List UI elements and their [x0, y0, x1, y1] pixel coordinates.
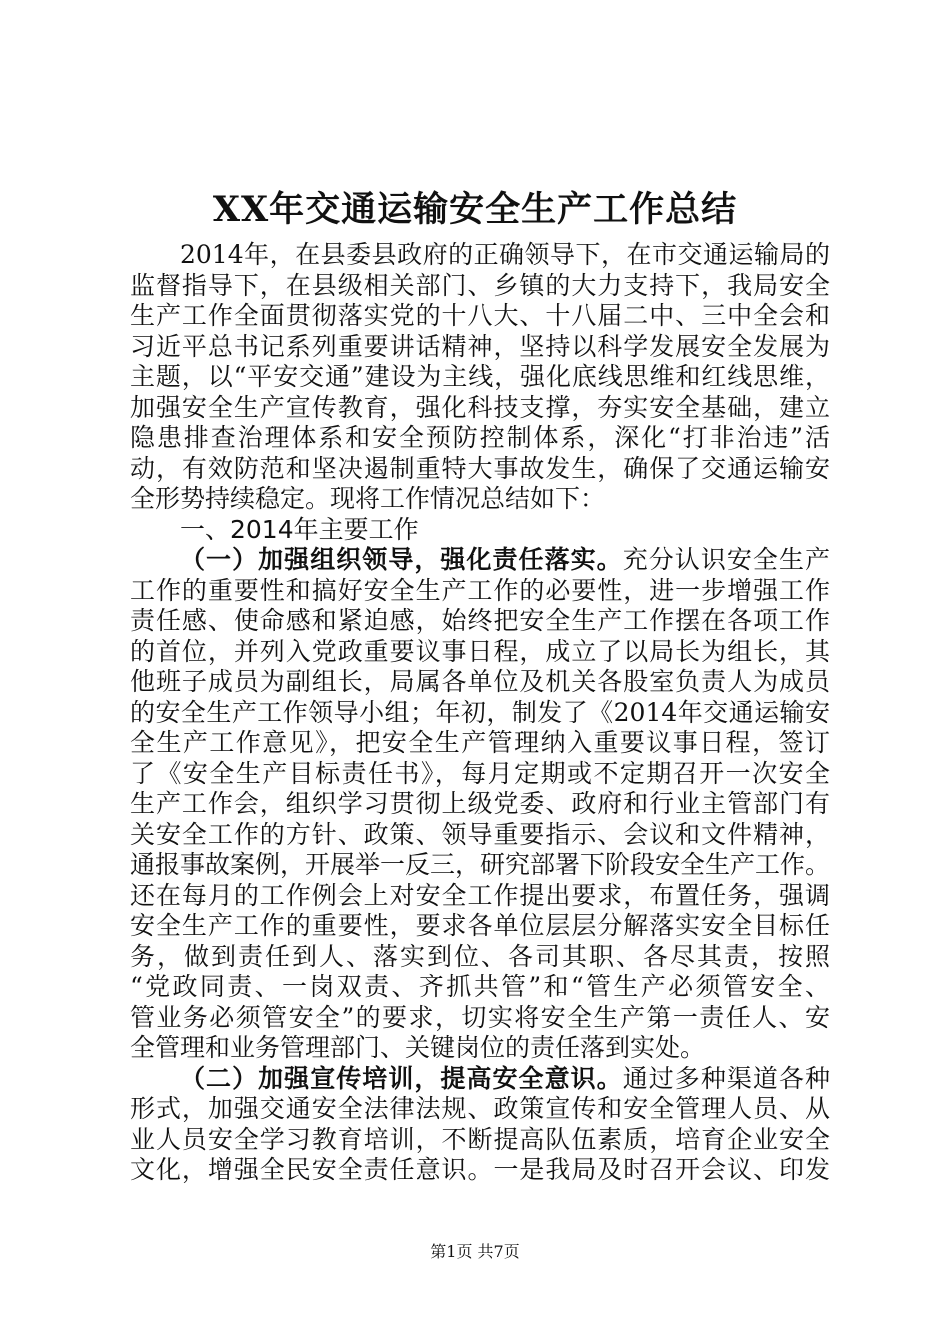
- paragraph-line: 管业务必须管安全”的要求，切实将安全生产第一责任人、安: [130, 1002, 830, 1032]
- subsection-lead: （一）加强组织领导，强化责任落实。: [180, 545, 623, 574]
- paragraph-line: 动，有效防范和坚决遏制重特大事故发生，确保了交通运输安: [130, 453, 830, 483]
- paragraph-line: 2014年，在县委县政府的正确领导下，在市交通运输局的: [180, 240, 830, 269]
- paragraph-line: [130, 1064, 830, 1095]
- paragraph-line: 了《安全生产目标责任书》，每月定期或不定期召开一次安全: [130, 758, 830, 788]
- paragraph-text: 充分认识安全生产: [622, 545, 830, 574]
- paragraph-line: 还在每月的工作例会上对安全工作提出要求，布置任务，强调: [130, 880, 830, 910]
- paragraph-line: 通报事故案例，开展举一反三，研究部署下阶段安全生产工作。: [130, 850, 830, 879]
- paragraph-line: 生产工作会，组织学习贯彻上级党委、政府和行业主管部门有: [130, 789, 830, 818]
- paragraph-line: [130, 545, 830, 576]
- paragraph-line: 务，做到责任到人、落实到位、各司其职、各尽其责，按照: [130, 941, 830, 971]
- document-title: XX年交通运输安全生产工作总结: [212, 189, 738, 230]
- paragraph-line: 隐患排查治理体系和安全预防控制体系，深化“打非治违”活: [130, 423, 830, 452]
- paragraph-line: 主题，以“平安交通”建设为主线，强化底线思维和红线思维，: [130, 362, 830, 391]
- paragraph-line: 全管理和业务管理部门、关键岗位的责任落到实处。: [130, 1033, 706, 1062]
- paragraph-line: 加强安全生产宣传教育，强化科技支撑，夯实安全基础，建立: [130, 392, 830, 422]
- paragraph-line: 责任感、使命感和紧迫感，始终把安全生产工作摆在各项工作: [130, 606, 830, 635]
- paragraph-line: 工作的重要性和搞好安全生产工作的必要性，进一步增强工作: [130, 575, 830, 605]
- paragraph-line: “党政同责、一岗双责、齐抓共管”和“管生产必须管安全、: [130, 972, 830, 1001]
- page-footer: 第1页 共7页: [430, 1242, 520, 1261]
- paragraph-line: 的安全生产工作领导小组；年初，制发了《2014年交通运输安: [130, 697, 830, 727]
- paragraph-line: 生产工作全面贯彻落实党的十八大、十八届二中、三中全会和: [130, 301, 830, 330]
- document-body: [130, 240, 830, 1186]
- paragraph-line: 全生产工作意见》，把安全生产管理纳入重要议事日程，签订: [130, 728, 830, 757]
- paragraph-line: 的首位，并列入党政重要议事日程，成立了以局长为组长，其: [130, 636, 830, 666]
- subsection-2-paragraph: [130, 1064, 830, 1186]
- paragraph-line: 习近平总书记系列重要讲话精神，坚持以科学发展安全发展为: [130, 331, 830, 361]
- paragraph-line: 安全生产工作的重要性，要求各单位层层分解落实安全目标任: [130, 911, 830, 940]
- paragraph-line: 形式，加强交通安全法律法规、政策宣传和安全管理人员、从: [130, 1094, 830, 1123]
- intro-paragraph: [130, 240, 830, 515]
- paragraph-line: 监督指导下，在县级相关部门、乡镇的大力支持下，我局安全: [130, 270, 830, 300]
- paragraph-line: 全形势持续稳定。现将工作情况总结如下：: [130, 484, 606, 513]
- paragraph-line: 业人员安全学习教育培训，不断提高队伍素质，培育企业安全: [130, 1124, 830, 1154]
- paragraph-line: 他班子成员为副组长，局属各单位及机关各股室负责人为成员: [130, 667, 830, 696]
- subsection-1-paragraph: [130, 545, 830, 1064]
- paragraph-line: 文化，增强全民安全责任意识。一是我局及时召开会议、印发: [130, 1155, 830, 1184]
- section-heading: 一、2014年主要工作: [180, 514, 419, 544]
- paragraph-line: 关安全工作的方针、政策、领导重要指示、会议和文件精神，: [130, 819, 830, 849]
- paragraph-text: 通过多种渠道各种: [622, 1063, 830, 1093]
- subsection-lead: （二）加强宣传培训，提高安全意识。: [180, 1063, 623, 1093]
